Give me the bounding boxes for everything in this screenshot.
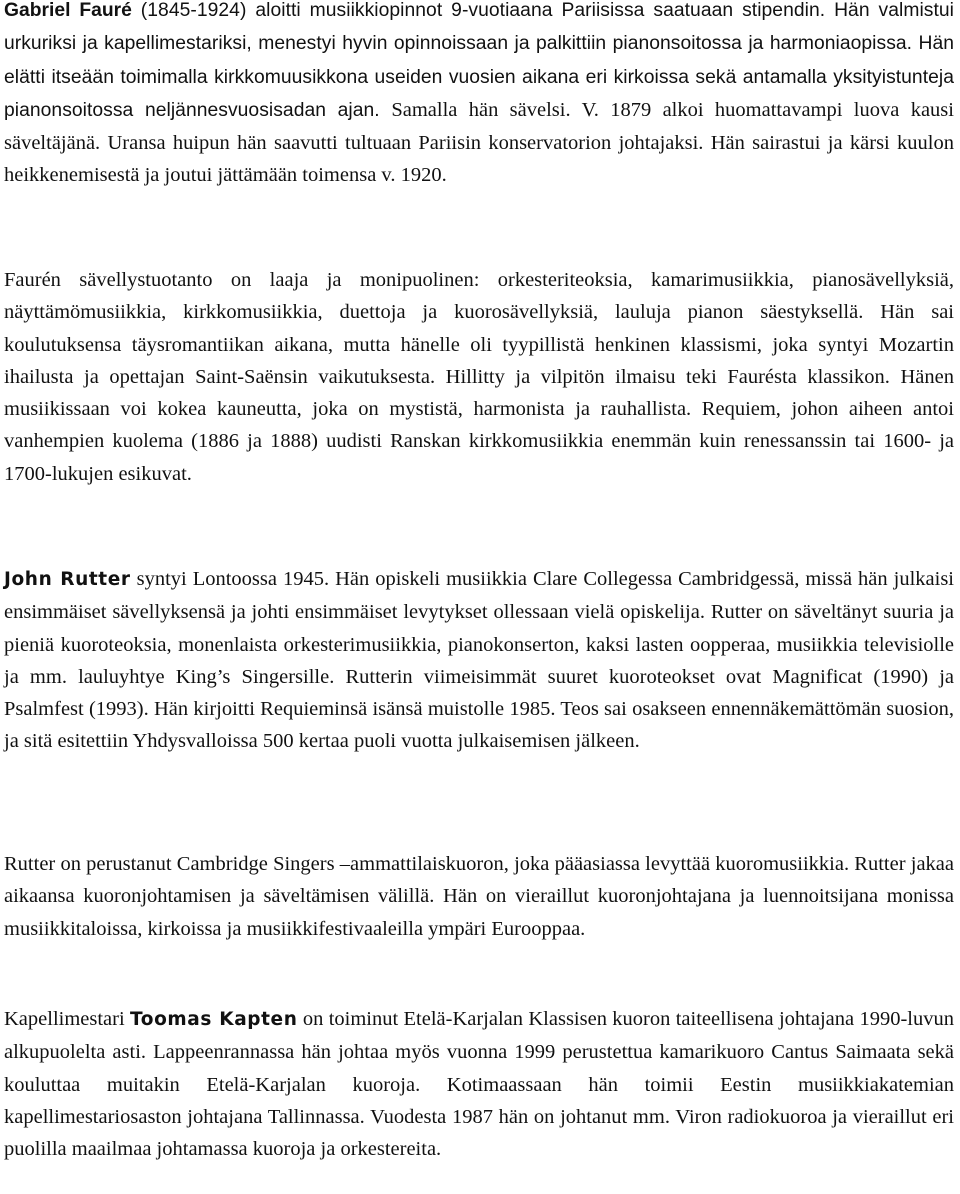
faure-biography-rest: Samalla hän sävelsi. V. 1879 alkoi huomattavampi luova kausi säveltäjänä. Uransa huipun hän saavutti tultuaan Pariisin konservatorion johtajaksi. Hän sairastui ja kärsi kuulon heikkenemisestä ja joutui jättämään toimensa v. 1920. bbox=[4, 98, 954, 187]
rutter-name: John Rutter bbox=[4, 569, 131, 590]
rutter-biography-text: syntyi Lontoossa 1945. Hän opiskeli musiikkia Clare Collegessa Cambridgessä, missä hän julkaisi ensimmäiset sävellyksensä ja johti ensimmäiset levytykset ollessaan vielä opiskelija. Rutter on säveltänyt suuria ja pieniä kuoroteoksia, monenlaista orkesterimusiikkia, pianokonserton, kaksi lasten oopperaa, musiikkia televisiolle ja mm. lauluyhtye King’s Singersille. Rutterin viimeisimmät suuret kuoroteokset ovat Magnificat (1990) ja Psalmfest (1993). Hän kirjoitti Requieminsä isänsä muistolle 1985. Teos sai osakseen ennennäkemättömän suosion, ja sitä esitettiin Yhdysvalloissa 500 kertaa puoli vuotta julkaisemisen jälkeen. bbox=[4, 568, 954, 753]
rutter-biography-paragraph bbox=[4, 563, 954, 758]
faure-name: Gabriel Fauré bbox=[4, 0, 132, 21]
kapten-biography-paragraph bbox=[4, 1003, 954, 1165]
kapten-name: Toomas Kapten bbox=[130, 1009, 298, 1030]
kapten-biography-text: on toiminut Etelä-Karjalan Klassisen kuoron taiteellisena johtajana 1990-luvun alkupuolelta asti. Lappeenrannassa hän johtaa myös vuonna 1999 perustettua kamarikuoro Cantus Saimaata sekä kouluttaa muitakin Etelä-Karjalan kuoroja. Kotimaassaan hän toimii Eestin musiikkiakatemian kapellimestariosaston johtajana Tallinnassa. Vuodesta 1987 hän on johtanut mm. Viron radiokuoroa ja vieraillut eri puolilla maailmaa johtamassa kuoroja ja orkestereita. bbox=[4, 1008, 954, 1161]
faure-biography-paragraph bbox=[4, 0, 954, 192]
rutter-singers-paragraph: Rutter on perustanut Cambridge Singers –ammattilaiskuoron, joka pääasiassa levyttää kuoromusiikkia. Rutter jakaa aikaansa kuoronjohtamisen ja säveltämisen välillä. Hän on vieraillut kuoronjohtajana ja luennoitsijana monissa musiikkitaloissa, kirkoissa ja musiikkifestivaaleilla ympäri Eurooppaa. bbox=[4, 853, 954, 940]
faure-works-paragraph: Faurén sävellystuotanto on laaja ja monipuolinen: orkesteriteoksia, kamarimusiikkia, pianosävellyksiä, näyttämömusiikkia, kirkkomusiikkia, duettoja ja kuorosävellyksiä, lauluja pianon säestyksellä. Hän sai koulutuksensa täysromantiikan aikana, mutta hänelle oli tyypillistä henkinen klassismi, joka syntyi Mozartin ihailusta ja opettajan Saint-Saënsin vaikutuksesta. Hillitty ja vilpitön ilmaisu teki Faurésta klassikon. Hänen musiikissaan voi kokea kauneutta, joka on mystistä, harmonista ja rauhallista. Requiem, johon aiheen antoi vanhempien kuolema (1886 ja 1888) uudisti Ranskan kirkkomusiikkia enemmän kuin renessanssin tai 1600- ja 1700-lukujen esikuvat. bbox=[4, 269, 954, 485]
faure-biography-lead: (1845-1924) aloitti musiikkiopinnot 9-vuotiaana Pariisissa saatuaan stipendin. Hän valmistui urkuriksi ja kapellimestariksi, menestyi hyvin opinnoissaan ja palkittiin pianonsoitossa ja harmoniaopissa. Hän elätti itseään toimimalla kirkkomuusikkona useiden vuosien aikana eri kirkoissa sekä antamalla yksityistunteja pianonsoitossa neljännesvuosisadan ajan. bbox=[4, 0, 954, 121]
kapten-lead: Kapellimestari bbox=[4, 1008, 131, 1030]
